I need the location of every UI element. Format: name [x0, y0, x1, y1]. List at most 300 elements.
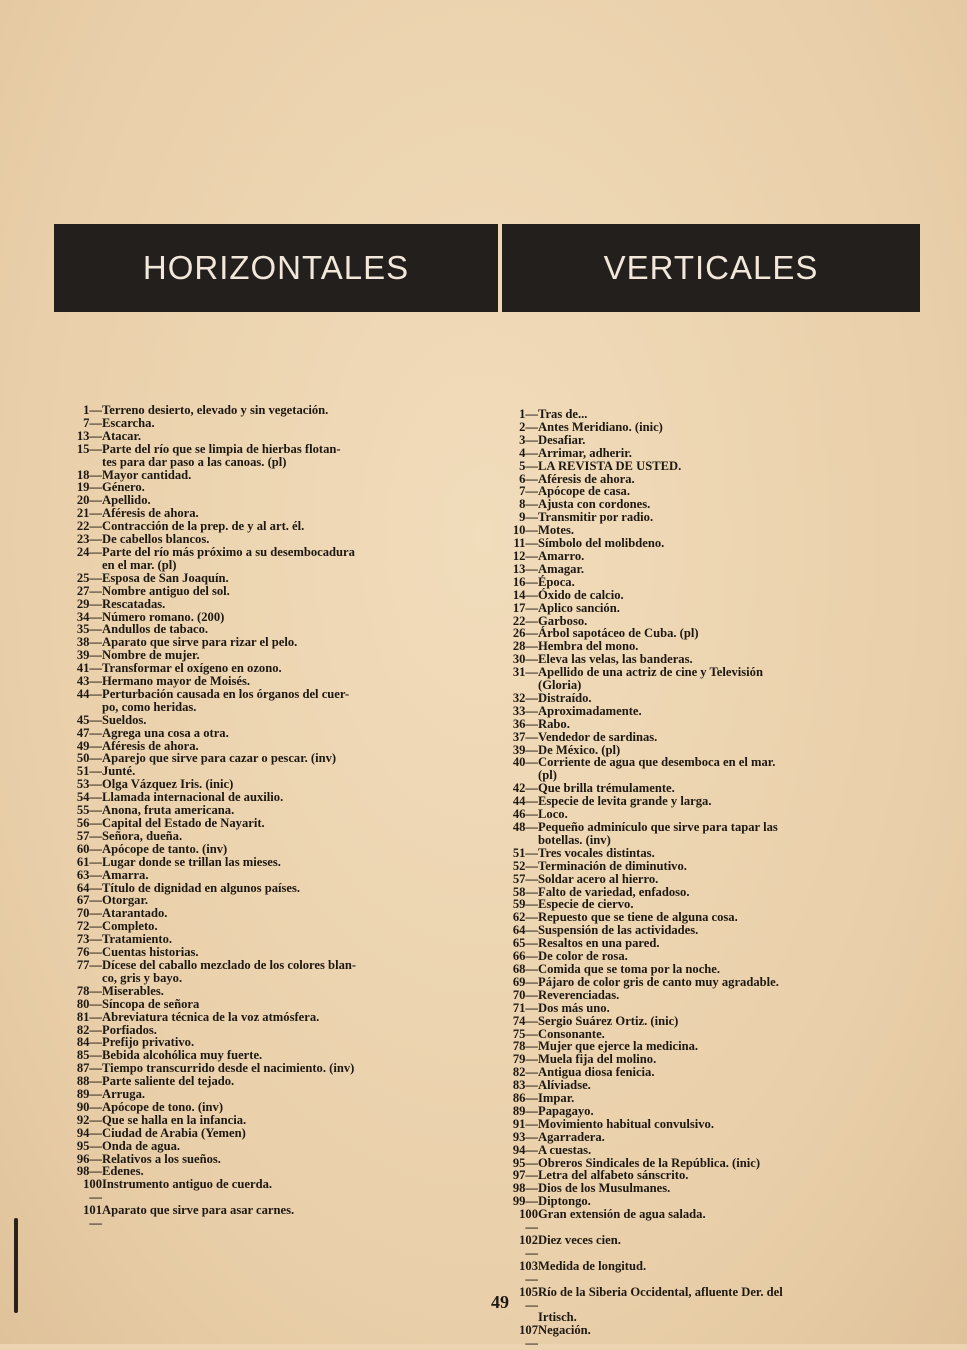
- horizontal-clue: [72, 856, 484, 869]
- horizontal-clue: [72, 1101, 484, 1114]
- clue-text: Sergio Suárez Ortiz. (inic): [538, 1013, 679, 1028]
- horizontal-clue: [72, 572, 484, 585]
- clue-text: co, gris y bayo.: [102, 970, 183, 985]
- clue-text: Corriente de agua que desemboca en el mar.: [538, 755, 776, 770]
- clue-text: Aféresis de ahora.: [102, 506, 199, 521]
- clue-text: Pequeño adminículo que sirve para tapar las: [538, 820, 778, 834]
- clue-number: 98—: [512, 1181, 538, 1196]
- vertical-clue: [508, 963, 926, 976]
- vertical-clue: [508, 1131, 926, 1144]
- clue-number: 13—: [76, 428, 102, 443]
- verticales-header: [502, 224, 920, 312]
- clue-text: Tratamiento.: [102, 932, 173, 947]
- clue-number: 45—: [76, 712, 102, 727]
- clue-text: Medida de longitud.: [538, 1258, 647, 1273]
- clue-number: 87—: [76, 1061, 102, 1076]
- clue-text: Río de la Siberia Occidental, afluente Der. del: [538, 1284, 783, 1299]
- clue-text: LA REVISTA DE USTED.: [538, 458, 682, 473]
- clue-number: 95—: [76, 1138, 102, 1153]
- vertical-clue: [508, 1015, 926, 1028]
- clue-text: Antigua diosa fenicia.: [538, 1065, 655, 1080]
- clue-text: Distraído.: [538, 690, 592, 705]
- vertical-clue: [508, 563, 926, 576]
- horizontal-clue: [72, 1204, 484, 1230]
- clue-number: 37—: [512, 729, 538, 744]
- clue-number: 22—: [76, 519, 102, 534]
- clue-text: Apócope de tanto. (inv): [102, 841, 228, 856]
- clue-text: botellas. (inv): [538, 832, 611, 847]
- horizontal-clue: [72, 404, 484, 417]
- clue-number: 97—: [512, 1168, 538, 1183]
- clue-number: 34—: [76, 609, 102, 624]
- clue-text: Apócope de casa.: [538, 484, 630, 499]
- clue-number: 70—: [76, 906, 102, 921]
- clue-text: Dios de los Musulmanes.: [538, 1181, 671, 1196]
- vertical-clue: [508, 731, 926, 744]
- clue-text: Diez veces cien.: [538, 1233, 621, 1247]
- horizontal-clue: [72, 727, 484, 740]
- clue-text: Reverenciadas.: [538, 987, 620, 1002]
- clue-text: Negación.: [538, 1323, 591, 1338]
- horizontal-clue: [72, 1140, 484, 1153]
- clue-number: 89—: [76, 1087, 102, 1102]
- clue-text: Porfiados.: [102, 1022, 157, 1037]
- clue-text: Llamada internacional de auxilio.: [102, 790, 284, 805]
- horizontal-clue: [72, 688, 484, 701]
- clue-text: Perturbación causada en los órganos del cuer-: [102, 686, 350, 701]
- clue-text: De color de rosa.: [538, 949, 628, 964]
- clue-text: Esposa de San Joaquín.: [102, 570, 229, 585]
- clue-text: Pájaro de color gris de canto muy agradable.: [538, 974, 779, 989]
- horizontales-clue-list: [72, 404, 484, 1230]
- clue-number: 85—: [76, 1048, 102, 1063]
- vertical-clue: [508, 834, 926, 847]
- vertical-clue: [508, 602, 926, 615]
- clue-number: 44—: [512, 794, 538, 809]
- clue-text: Agrega una cosa a otra.: [102, 725, 229, 740]
- clue-number: 21—: [76, 506, 102, 521]
- horizontal-clue: [72, 843, 484, 856]
- clue-number: 13—: [512, 561, 538, 576]
- clue-number: 31—: [512, 665, 538, 680]
- clue-number: 14—: [512, 587, 538, 602]
- clue-number: 88—: [76, 1074, 102, 1089]
- clue-number: 17—: [512, 600, 538, 615]
- clue-text: Ajusta con cordones.: [538, 497, 651, 512]
- clue-number: 96—: [76, 1151, 102, 1166]
- clue-text: Arrimar, adherir.: [538, 445, 632, 460]
- clue-number: 20—: [76, 493, 102, 508]
- vertical-clue: [508, 1092, 926, 1105]
- horizontal-clue: [72, 1114, 484, 1127]
- clue-text: Tiempo transcurrido desde el nacimiento. (inv): [102, 1061, 355, 1076]
- clue-text: De México. (pl): [538, 742, 621, 757]
- clue-text: Árbol sapotáceo de Cuba. (pl): [538, 626, 699, 641]
- vertical-clue: [508, 692, 926, 705]
- clue-number: 29—: [76, 596, 102, 611]
- clue-text: Capital del Estado de Nayarit.: [102, 816, 265, 830]
- clue-number: 84—: [76, 1035, 102, 1050]
- clue-number: 47—: [76, 725, 102, 740]
- vertical-clue: [508, 589, 926, 602]
- clue-number: 107—: [519, 1323, 538, 1350]
- clue-number: 70—: [512, 987, 538, 1002]
- clue-number: 82—: [512, 1065, 538, 1080]
- clue-text: Lugar donde se trillan las mieses.: [102, 854, 281, 869]
- clue-text: Símbolo del molibdeno.: [538, 536, 665, 551]
- clue-text: po, como heridas.: [102, 699, 197, 714]
- clue-text: Instrumento antiguo de cuerda.: [102, 1177, 273, 1192]
- clue-text: Parte saliente del tejado.: [102, 1074, 235, 1089]
- verticales-clue-list: [508, 408, 926, 1350]
- clue-text: Aféresis de ahora.: [102, 738, 199, 753]
- clue-number: 7—: [519, 484, 538, 499]
- clue-number: 23—: [76, 532, 102, 547]
- clue-text: Garboso.: [538, 613, 588, 628]
- clue-text: Amarra.: [102, 867, 149, 882]
- clue-text: Miserables.: [102, 983, 164, 998]
- vertical-clue: [508, 408, 926, 421]
- clue-number: 7—: [83, 415, 102, 430]
- clue-number: 78—: [76, 983, 102, 998]
- clue-text: Atacar.: [102, 428, 142, 443]
- clue-text: Motes.: [538, 523, 575, 538]
- clue-number: 2—: [519, 419, 538, 434]
- vertical-clue: [508, 847, 926, 860]
- clue-number: 38—: [76, 635, 102, 650]
- clue-text: Aproximadamente.: [538, 703, 642, 718]
- clue-text: Falto de variedad, enfadoso.: [538, 884, 690, 899]
- clue-text: Impar.: [538, 1091, 575, 1106]
- clue-text: Amarro.: [538, 548, 585, 563]
- clue-text: Especie de ciervo.: [538, 897, 634, 912]
- vertical-clue: [508, 718, 926, 731]
- vertical-clue: [508, 550, 926, 563]
- clue-text: Apellido.: [102, 493, 151, 508]
- clue-number: 1—: [83, 403, 102, 417]
- vertical-clue: [508, 756, 926, 769]
- horizontal-clue: [72, 559, 484, 572]
- clue-text: Eleva las velas, las banderas.: [538, 652, 693, 667]
- clue-text: Apócope de tono. (inv): [102, 1099, 224, 1114]
- clue-number: 89—: [512, 1103, 538, 1118]
- clue-text: Tras de...: [538, 407, 588, 421]
- clue-text: Contracción de la prep. de y al art. él.: [102, 519, 305, 534]
- clue-text: Gran extensión de agua salada.: [538, 1207, 706, 1222]
- clue-number: 66—: [512, 949, 538, 964]
- clue-text: Repuesto que se tiene de alguna cosa.: [538, 910, 738, 925]
- clue-number: 54—: [76, 790, 102, 805]
- clue-text: Número romano. (200): [102, 609, 225, 624]
- verticales-title: VERTICALES: [603, 249, 819, 286]
- horizontal-clue: [72, 430, 484, 443]
- clue-number: 22—: [512, 613, 538, 628]
- clue-text: Loco.: [538, 807, 568, 822]
- horizontal-clue: [72, 830, 484, 843]
- clue-number: 73—: [76, 932, 102, 947]
- clue-text: Rabo.: [538, 716, 570, 731]
- clue-number: 51—: [76, 764, 102, 779]
- clue-number: 28—: [512, 639, 538, 654]
- clue-number: 26—: [512, 626, 538, 641]
- clue-number: 44—: [76, 686, 102, 701]
- clue-number: 50—: [76, 751, 102, 766]
- clue-text: Comida que se toma por la noche.: [538, 961, 721, 976]
- horizontal-clue: [72, 959, 484, 972]
- horizontal-clue: [72, 869, 484, 882]
- clue-number: 80—: [76, 996, 102, 1011]
- horizontal-clue: [72, 675, 484, 688]
- horizontal-clue: [72, 1011, 484, 1024]
- margin-ink-mark: [14, 1218, 18, 1313]
- clue-number: 71—: [512, 1000, 538, 1015]
- clue-number: 39—: [76, 648, 102, 663]
- clue-number: 91—: [512, 1116, 538, 1131]
- clue-number: 78—: [512, 1039, 538, 1054]
- clue-number: 1—: [519, 407, 538, 421]
- clue-text: Aparato que sirve para rizar el pelo.: [102, 635, 298, 650]
- clue-number: 79—: [512, 1052, 538, 1067]
- clue-number: 24—: [76, 544, 102, 559]
- clue-number: 43—: [76, 674, 102, 689]
- clue-text: Vendedor de sardinas.: [538, 729, 658, 744]
- horizontal-clue: [72, 546, 484, 559]
- clue-text: Ciudad de Arabia (Yemen): [102, 1125, 246, 1140]
- clue-number: 101—: [83, 1203, 102, 1231]
- clue-number: 18—: [76, 467, 102, 482]
- clue-number: 57—: [76, 828, 102, 843]
- clue-number: 83—: [512, 1078, 538, 1093]
- clue-text: Apellido de una actriz de cine y Televisión: [538, 665, 763, 680]
- vertical-clue: [508, 1260, 926, 1286]
- clue-text: Aparato que sirve para asar carnes.: [102, 1203, 295, 1218]
- horizontal-clue: [72, 972, 484, 985]
- horizontales-title: HORIZONTALES: [142, 249, 410, 286]
- clue-text: Resaltos en una pared.: [538, 936, 660, 951]
- clue-text: Transformar el oxígeno en ozono.: [102, 661, 282, 676]
- clue-number: 53—: [76, 777, 102, 792]
- vertical-clue: [508, 447, 926, 460]
- clue-number: 35—: [76, 622, 102, 637]
- clue-text: Síncopa de señora: [102, 996, 200, 1011]
- page-number: 49: [491, 1292, 509, 1312]
- clue-text: Cuentas historias.: [102, 945, 199, 960]
- clue-text: Papagayo.: [538, 1103, 594, 1118]
- clue-number: 11—: [513, 536, 538, 551]
- clue-text: Onda de agua.: [102, 1138, 181, 1153]
- clue-text: Edenes.: [102, 1164, 144, 1179]
- clue-text: Prefijo privativo.: [102, 1035, 195, 1050]
- clue-text: Terminación de diminutivo.: [538, 858, 687, 873]
- clue-number: 81—: [76, 1009, 102, 1024]
- clue-text: Terreno desierto, elevado y sin vegetación.: [102, 403, 329, 417]
- horizontal-clue: [72, 585, 484, 598]
- vertical-clue: [508, 1286, 926, 1312]
- clue-text: Transmitir por radio.: [538, 510, 654, 525]
- clue-number: 63—: [76, 867, 102, 882]
- clue-number: 49—: [76, 738, 102, 753]
- clue-number: 86—: [512, 1091, 538, 1106]
- vertical-clue: [508, 1144, 926, 1157]
- clue-number: 82—: [76, 1022, 102, 1037]
- vertical-clue: [508, 1234, 926, 1260]
- clue-text: Género.: [102, 480, 145, 495]
- clue-number: 56—: [76, 816, 102, 830]
- clue-number: 64—: [512, 923, 538, 938]
- vertical-clue: [508, 976, 926, 989]
- clue-number: 65—: [512, 936, 538, 951]
- clue-text: De cabellos blancos.: [102, 532, 210, 547]
- clue-text: Época.: [538, 574, 575, 589]
- horizontal-clue: [72, 598, 484, 611]
- clue-number: 98—: [76, 1164, 102, 1179]
- vertical-clue: [508, 460, 926, 473]
- clue-number: 68—: [512, 961, 538, 976]
- clue-text: Desafiar.: [538, 432, 586, 447]
- clue-number: 67—: [76, 893, 102, 908]
- clue-number: 12—: [512, 548, 538, 563]
- horizontal-clue: [72, 456, 484, 469]
- vertical-clue: [508, 1118, 926, 1131]
- clue-number: 15—: [76, 441, 102, 456]
- clue-text: Arruga.: [102, 1087, 146, 1102]
- clue-number: 30—: [512, 652, 538, 667]
- clue-number: 99—: [512, 1194, 538, 1209]
- vertical-clue: [508, 989, 926, 1002]
- clue-text: Nombre de mujer.: [102, 648, 200, 663]
- clue-text: Señora, dueña.: [102, 828, 183, 843]
- clue-number: 27—: [76, 583, 102, 598]
- clue-number: 42—: [512, 781, 538, 796]
- vertical-clue: [508, 821, 926, 834]
- clue-text: Tres vocales distintas.: [538, 845, 655, 860]
- clue-number: 32—: [512, 690, 538, 705]
- clue-text: Óxido de calcio.: [538, 587, 624, 602]
- vertical-clue: [508, 434, 926, 447]
- clue-text: Andullos de tabaco.: [102, 622, 209, 637]
- vertical-clue: [508, 860, 926, 873]
- clue-text: Aféresis de ahora.: [538, 471, 635, 486]
- clue-text: Mayor cantidad.: [102, 467, 192, 482]
- clue-text: Dícese del caballo mezclado de los colores blan-: [102, 957, 357, 972]
- clue-number: 59—: [512, 897, 538, 912]
- clue-number: 92—: [76, 1112, 102, 1127]
- clue-text: Que brilla trémulamente.: [538, 781, 675, 796]
- clue-text: Anona, fruta americana.: [102, 803, 235, 818]
- clue-text: A cuestas.: [538, 1142, 592, 1157]
- clue-text: Otorgar.: [102, 893, 149, 908]
- clue-number: 55—: [76, 803, 102, 818]
- clue-number: 6—: [519, 471, 538, 486]
- clue-text: Atarantado.: [102, 906, 168, 921]
- clue-text: en el mar. (pl): [102, 557, 177, 572]
- horizontal-clue: [72, 714, 484, 727]
- vertical-clue: [508, 795, 926, 808]
- vertical-clue: [508, 576, 926, 589]
- clue-number: 46—: [512, 807, 538, 822]
- clue-number: 9—: [519, 510, 538, 525]
- horizontal-clue: [72, 985, 484, 998]
- clue-number: 103—: [519, 1258, 538, 1286]
- clue-text: Relativos a los sueños.: [102, 1151, 221, 1166]
- clue-text: Mujer que ejerce la medicina.: [538, 1039, 699, 1054]
- clue-number: 76—: [76, 945, 102, 960]
- clue-text: Consonante.: [538, 1026, 605, 1041]
- clue-text: Dos más uno.: [538, 1000, 610, 1015]
- clue-number: 57—: [512, 871, 538, 886]
- clue-number: 4—: [519, 445, 538, 460]
- vertical-clue: [508, 873, 926, 886]
- clue-text: Letra del alfabeto sánscrito.: [538, 1168, 689, 1183]
- clue-text: Antes Meridiano. (inic): [538, 419, 663, 434]
- clue-text: Rescatadas.: [102, 596, 166, 611]
- clue-number: 48—: [512, 820, 538, 834]
- clue-text: Nombre antiguo del sol.: [102, 583, 230, 598]
- clue-text: Parte del río que se limpia de hierbas flotan-: [102, 441, 341, 456]
- clue-text: Abreviatura técnica de la voz atmósfera.: [102, 1009, 320, 1024]
- clue-text: Junté.: [102, 764, 136, 779]
- clue-number: 61—: [76, 854, 102, 869]
- clue-number: 62—: [512, 910, 538, 925]
- clue-number: 10—: [512, 523, 538, 538]
- horizontal-clue: [72, 1127, 484, 1140]
- clue-number: 40—: [512, 755, 538, 770]
- horizontal-clue: [72, 817, 484, 830]
- clue-number: 60—: [76, 841, 102, 856]
- clue-number: 58—: [512, 884, 538, 899]
- clue-number: 39—: [512, 742, 538, 757]
- clue-number: 95—: [512, 1155, 538, 1170]
- clue-text: Soldar acero al hierro.: [538, 871, 659, 886]
- clue-text: Amagar.: [538, 561, 585, 576]
- clue-number: 5—: [519, 458, 538, 473]
- vertical-clue: [508, 705, 926, 718]
- horizontal-clue: [72, 1088, 484, 1101]
- clue-text: Especie de levita grande y larga.: [538, 794, 712, 809]
- clue-text: Completo.: [102, 919, 158, 934]
- clue-text: Alíviadse.: [538, 1078, 591, 1093]
- clue-number: 94—: [76, 1125, 102, 1140]
- vertical-clue: [508, 1105, 926, 1118]
- clue-number: 41—: [76, 661, 102, 676]
- clue-text: Aplico sanción.: [538, 600, 620, 615]
- clue-number: 100—: [519, 1207, 538, 1235]
- clue-text: Obreros Sindicales de la República. (inic): [538, 1155, 761, 1170]
- horizontal-clue: [72, 443, 484, 456]
- clue-text: Parte del río más próximo a su desembocadura: [102, 544, 355, 559]
- clue-text: Sueldos.: [102, 712, 147, 727]
- clue-number: 93—: [512, 1129, 538, 1144]
- clue-text: tes para dar paso a las canoas. (pl): [102, 454, 287, 469]
- clue-text: Muela fija del molino.: [538, 1052, 657, 1067]
- clue-number: 74—: [512, 1013, 538, 1028]
- clue-number: 69—: [512, 974, 538, 989]
- clue-text: Hermano mayor de Moisés.: [102, 674, 251, 689]
- clue-text: Que se halla en la infancia.: [102, 1112, 247, 1127]
- clue-text: Agarradera.: [538, 1129, 605, 1144]
- clue-text: Título de dignidad en algunos países.: [102, 880, 301, 895]
- clue-number: 75—: [512, 1026, 538, 1041]
- clue-number: 19—: [76, 480, 102, 495]
- clue-number: 33—: [512, 703, 538, 718]
- clue-number: 25—: [76, 570, 102, 585]
- horizontales-header: [54, 224, 498, 312]
- clue-number: 3—: [519, 432, 538, 447]
- clue-text: Irtisch.: [538, 1310, 577, 1325]
- clue-number: 16—: [512, 574, 538, 589]
- clue-number: 102—: [519, 1233, 538, 1260]
- vertical-clue: [508, 1324, 926, 1350]
